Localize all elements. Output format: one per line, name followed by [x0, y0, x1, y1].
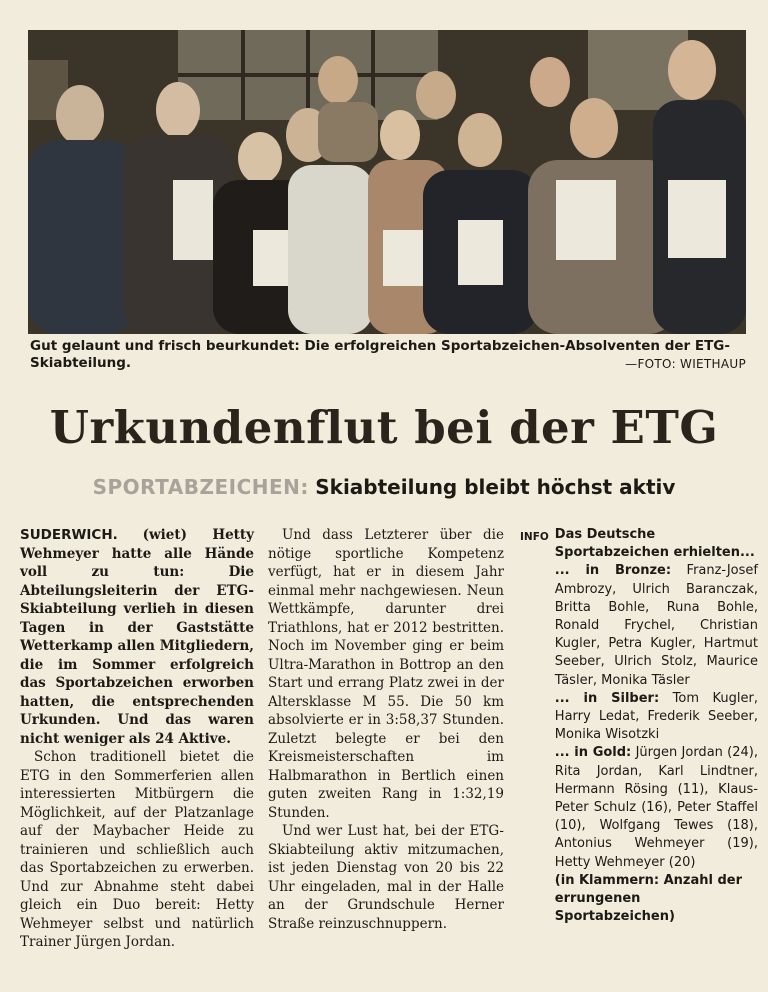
paragraph: Schon traditionell bietet die ETG in den Sommerferien allen interessierten Mitbürgern die Möglichkeit, auf der Platzanlage auf der Maybacher Heide zu trainieren und schließlich auch das Sportabzeichen zu erwerben. Und zur Abnahme steht dabei gleich ein Duo bereit: Hetty Wehmeyer selbst und natürlich Trainer Jürgen Jordan. — [20, 749, 254, 950]
info-title: Das Deutsche Sportabzeichen erhielten... — [554, 527, 755, 561]
silber-names: Tom Kugler, Harry Ledat, Frederik Seeber, Monika Wisotzki — [554, 690, 758, 743]
group-photo — [28, 30, 746, 334]
bronze-list — [555, 562, 758, 689]
article-column-2 — [268, 526, 504, 933]
subhead-kicker: SPORTABZEICHEN: — [92, 475, 309, 499]
photo-credit: —FOTO: WIETHAUP — [625, 357, 746, 371]
caption-text: Gut gelaunt und frisch beurkundet: Die erfolgreichen Sportabzeichen-Absolventen der ETG-Skiabteilung. — [30, 338, 730, 371]
paragraph: Und wer Lust hat, bei der ETG-Skiabteilung aktiv mitzumachen, ist jeden Dienstag von 20 bis 22 Uhr eingeladen, mal in der Halle an der Grundschule Herner Straße reinzuschnuppern. — [268, 823, 504, 932]
paragraph: Und dass Letzterer über die nötige sportliche Kompetenz verfügt, hat er in diesem Jahr einmal mehr nachgewiesen. Neun Wettkämpfe, darunter drei Triathlons, hat er 2012 bestritten. Noch im November ging er beim Ultra-Marathon in Bottrop an den Start und errang Platz zwei in der Altersklasse M 55. Die 50 km absolvierte er in 3:58,37 Stunden. Zuletzt belegte er bei den Kreismeisterschaften im Halbmarathon in Bertlich einen guten zweiten Rang in 1:32,19 Stunden. — [268, 527, 504, 821]
subheadline — [0, 474, 768, 500]
silber-list — [555, 690, 758, 745]
gold-label: ... in Gold: — [554, 745, 632, 761]
group-photo-illustration — [28, 30, 746, 334]
silber-label: ... in Silber: — [554, 690, 660, 706]
info-tag: INFO — [520, 531, 549, 543]
bronze-names: Franz-Josef Ambrozy, Ulrich Baranczak, Britta Bohle, Runa Bohle, Ronald Frychel, Christian Kugler, Petra Kugler, Hartmut Seeber, Ulrich Stolz, Maurice Täsler, Monika Täsler — [554, 563, 758, 688]
gold-list — [555, 744, 758, 871]
headline: Urkundenflut bei der ETG — [49, 401, 719, 454]
info-box — [520, 526, 758, 926]
dateline: SUDERWICH. — [20, 527, 118, 543]
gold-names: Jürgen Jordan (24), Rita Jordan, Karl Lindtner, Hermann Rösing (11), Klaus-Peter Schulz (16), Peter Staffel (10), Wolfgang Tewes (18), Antonius Wehmeyer (19), Hetty Wehmeyer (20) — [554, 745, 759, 870]
photo-caption — [30, 338, 746, 372]
info-footnote: (in Klammern: Anzahl der errungenen Sportabzeichen) — [554, 872, 743, 925]
lead-paragraph: (wiet) Hetty Wehmeyer hatte alle Hände voll zu tun: Die Abteilungsleiterin der ETG-Skiabteilung verlieh in diesen Tagen in der Gaststätte Wetterkamp allen Mitgliedern, die im Sommer erfolgreich das Sportabzeichen erworben hatten, die entsprechenden Urkunden. Und das waren nicht weniger als 24 Aktive. — [20, 527, 254, 747]
article-column-1 — [20, 526, 254, 952]
bronze-label: ... in Bronze: — [554, 563, 672, 579]
subhead-deck: Skiabteilung bleibt höchst aktiv — [315, 475, 676, 499]
